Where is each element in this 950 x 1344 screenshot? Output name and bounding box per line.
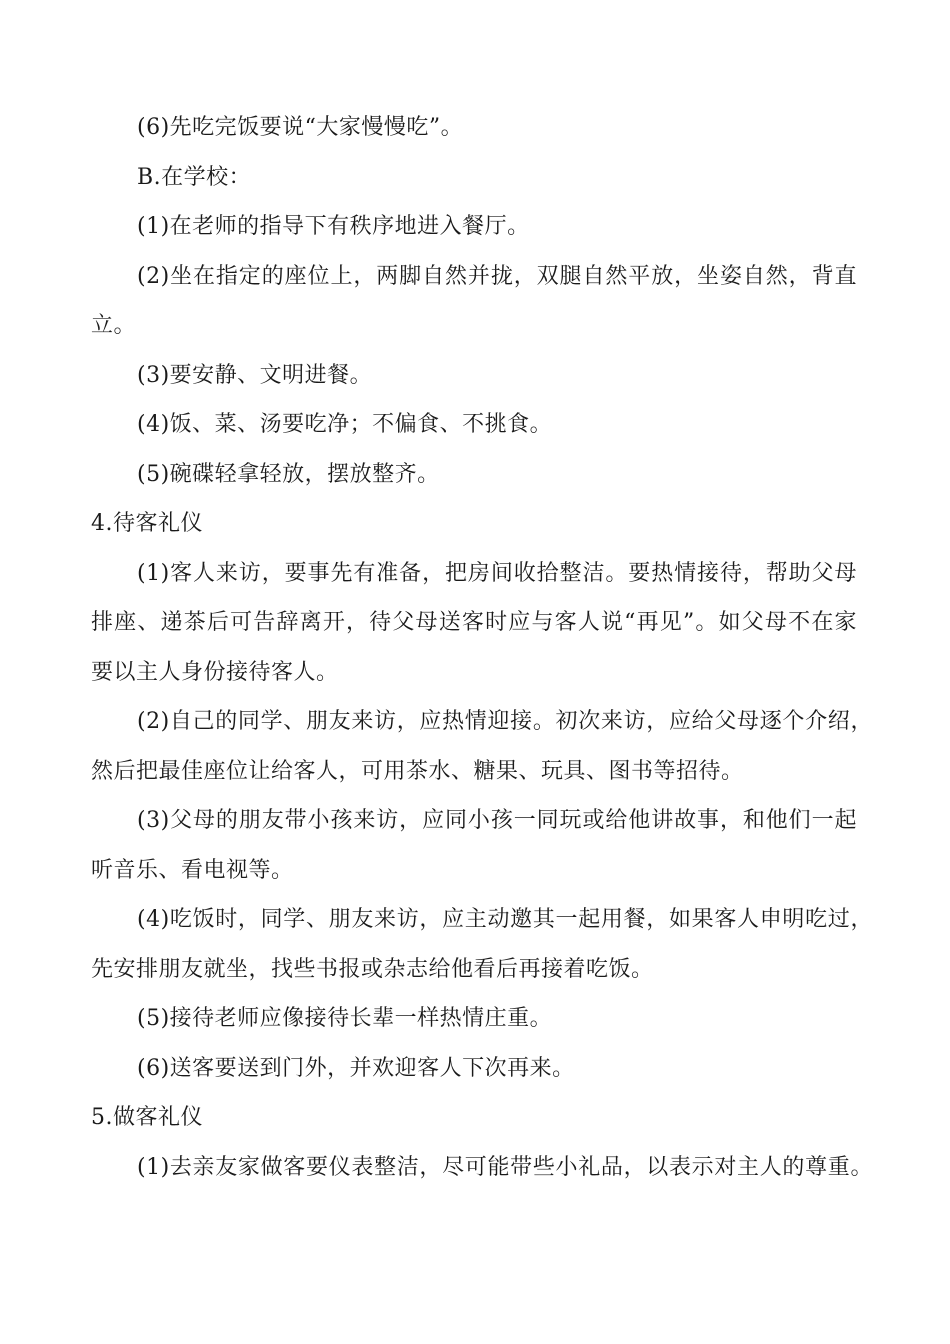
paragraph-line: (6)先吃完饭要说“大家慢慢吃”。 [137, 115, 464, 140]
paragraph-line: (1)去亲友家做客要仪表整洁，尽可能带些小礼品，以表示对主人的尊重。 [137, 1155, 873, 1180]
paragraph-line: (3)要安静、文明进餐。 [137, 363, 373, 388]
paragraph-line: (3)父母的朋友带小孩来访，应同小孩一同玩或给他讲故事，和他们一起 [137, 808, 857, 833]
paragraph-line: (2)坐在指定的座位上，两脚自然并拢，双腿自然平放，坐姿自然，背直 [137, 264, 857, 289]
paragraph-line: (6)送客要送到门外，并欢迎客人下次再来。 [137, 1056, 575, 1081]
paragraph-line: 立。 [91, 313, 137, 338]
section-heading-hosting: 4.待客礼仪 [91, 511, 203, 536]
paragraph-line: 先安排朋友就坐，找些书报或杂志给他看后再接着吃饭。 [91, 957, 654, 982]
paragraph-line: 然后把最佳座位让给客人，可用茶水、糖果、玩具、图书等招待。 [91, 759, 744, 784]
paragraph-line: (4)吃饭时，同学、朋友来访，应主动邀其一起用餐，如果客人申明吃过， [137, 907, 873, 932]
paragraph-line: (1)客人来访，要事先有准备，把房间收拾整洁。要热情接待，帮助父母 [137, 561, 857, 586]
paragraph-line: (5)接待老师应像接待长辈一样热情庄重。 [137, 1006, 553, 1031]
paragraph-line: (2)自己的同学、朋友来访，应热情迎接。初次来访，应给父母逐个介绍， [137, 709, 873, 734]
paragraph-line: 听音乐、看电视等。 [91, 858, 294, 883]
paragraph-line: 排座、递茶后可告辞离开，待父母送客时应与客人说“再见”。如父母不在家 [91, 610, 857, 635]
paragraph-line: 要以主人身份接待客人。 [91, 660, 339, 685]
paragraph-line: (1)在老师的指导下有秩序地进入餐厅。 [137, 214, 530, 239]
paragraph-line: (5)碗碟轻拿轻放，摆放整齐。 [137, 462, 440, 487]
section-heading-visiting: 5.做客礼仪 [91, 1105, 203, 1130]
section-heading-school: B.在学校： [137, 165, 252, 190]
paragraph-line: (4)饭、菜、汤要吃净；不偏食、不挑食。 [137, 412, 553, 437]
